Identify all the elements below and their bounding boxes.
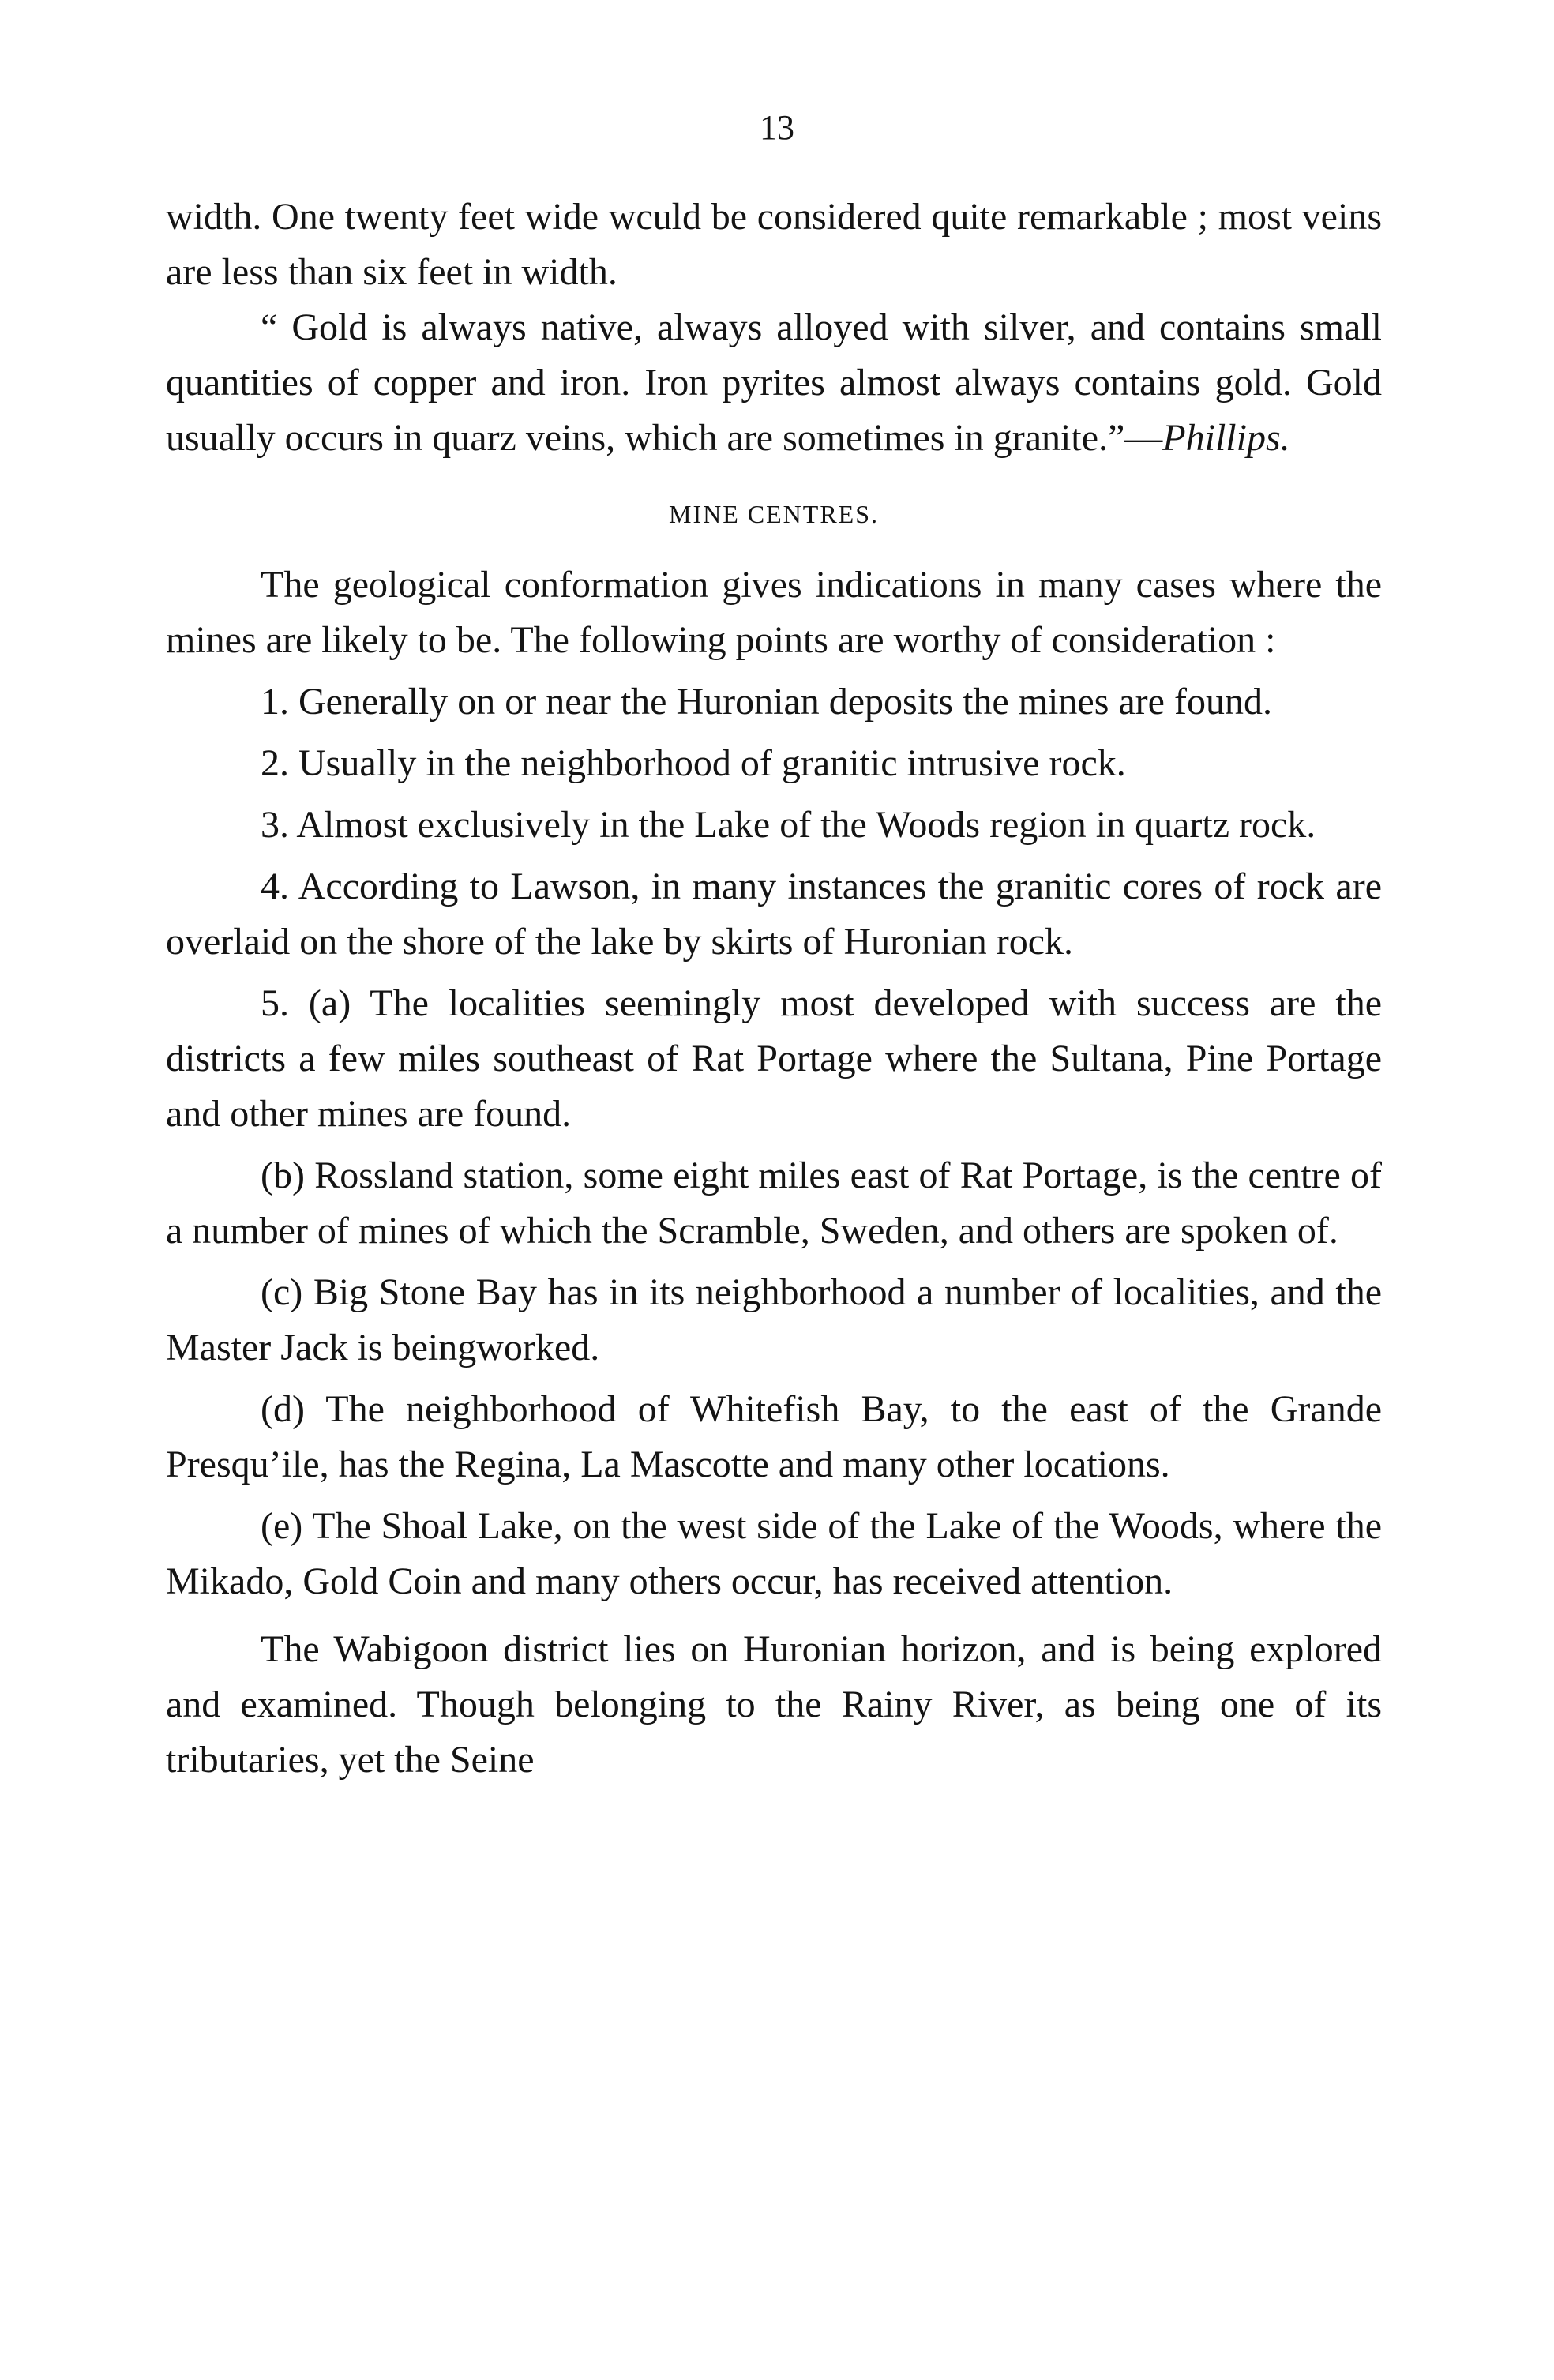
list-item-1: 1. Generally on or near the Huronian deposits the mines are found. <box>261 681 1272 723</box>
page-number: 13 <box>760 108 794 147</box>
list-item-3: 3. Almost exclusively in the Lake of the Woods region in quartz rock. <box>261 804 1316 846</box>
quote-source: Phillips. <box>1162 417 1290 459</box>
body-text <box>166 190 1382 1788</box>
list-item-4: 4. According to Lawson, in many instances the granitic cores of rock are overlaid on the shore of the lake by skirts of Huronian rock. <box>166 865 1382 963</box>
quote-text: “ Gold is always native, always alloyed with silver, and contains small quantities of copper and iron. Iron pyrites almost always contains gold. Gold usually occurs in quarz veins, which are sometimes in granite.”— <box>166 306 1382 459</box>
list-item-2: 2. Usually in the neighborhood of granitic intrusive rock. <box>261 742 1126 784</box>
list-item-5c: (c) Big Stone Bay has in its neighborhood a number of localities, and the Master Jack is beingworked. <box>166 1271 1382 1368</box>
paragraph-phillips-quote <box>166 300 1382 466</box>
section-heading: MINE CENTRES. <box>669 500 879 528</box>
list-item-5e: (e) The Shoal Lake, on the west side of the Lake of the Woods, where the Mikado, Gold Coin and many others occur, has received attention. <box>166 1505 1382 1602</box>
list-item-5b: (b) Rossland station, some eight miles east of Rat Portage, is the centre of a number of mines of which the Scramble, Sweden, and others are spoken of. <box>166 1154 1382 1252</box>
list-item-5a: 5. (a) The localities seemingly most developed with success are the districts a few miles southeast of Rat Portage where the Sultana, Pine Portage and other mines are found. <box>166 982 1382 1135</box>
list-item-5d: (d) The neighborhood of Whitefish Bay, to the east of the Grande Presqu’ile, has the Regina, La Mascotte and many other locations. <box>166 1388 1382 1485</box>
paragraph-wabigoon-district: The Wabigoon district lies on Huronian horizon, and is being explored and examined. Though belonging to the Rainy River, as being one of its tributaries, yet the Seine <box>166 1628 1382 1781</box>
paragraph-width-continuation: width. One twenty feet wide wculd be considered quite remarkable ; most veins are less than six feet in width. <box>166 196 1382 293</box>
paragraph-geological-conformation: The geological conformation gives indications in many cases where the mines are likely to be. The following points are worthy of consideration : <box>166 564 1382 661</box>
